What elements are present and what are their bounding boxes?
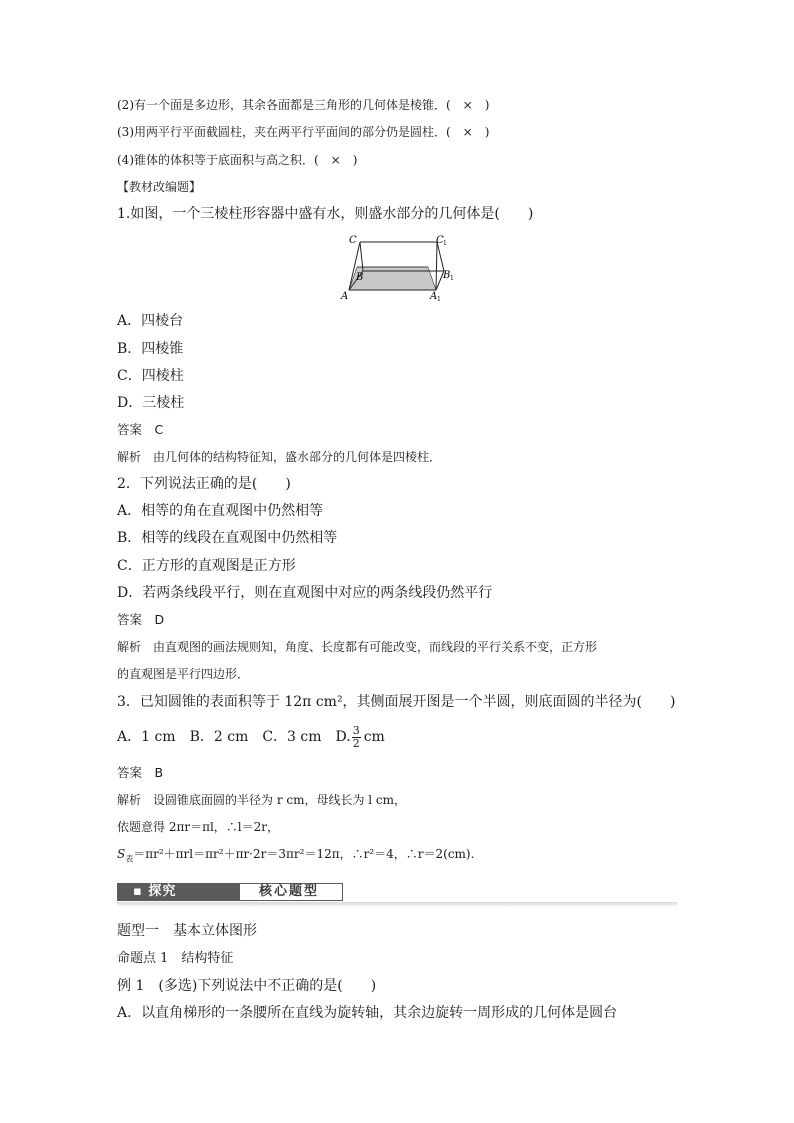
- q2-analysis-line1: 解析 由直观图的画法规则知，角度、长度都有可能改变，而线段的平行关系不变，正方形: [117, 640, 598, 654]
- q2-option-b: B．相等的线段在直观图中仍然相等: [117, 530, 338, 546]
- example1-option-a: A．以直角梯形的一条腰所在直线为旋转轴，其余边旋转一周形成的几何体是圆台: [117, 1005, 618, 1021]
- label-a1-sub: 1: [437, 296, 441, 303]
- q3-answer: 答案 B: [117, 765, 164, 780]
- q3-analysis-line2: 依题意得 2πr＝πl，∴l＝2r，: [117, 820, 280, 834]
- section-type1-heading: 题型一 基本立体图形: [117, 923, 257, 939]
- q3-frac-num: 3: [352, 723, 360, 737]
- q2-stem: 2．下列说法正确的是( ): [117, 476, 291, 492]
- q3-s-subscript: 表: [125, 854, 134, 864]
- prism-diagram: [340, 233, 460, 305]
- q3-fraction: [352, 725, 361, 750]
- q3-options: [117, 722, 385, 752]
- judge-item-4: (4)锥体的体积等于底面积与高之积．( × ): [117, 153, 358, 167]
- label-c: C: [349, 235, 357, 246]
- q1-stem: 1.如图，一个三棱柱形容器中盛有水，则盛水部分的几何体是( ): [117, 206, 534, 222]
- q3-options-text: A．1 cm B．2 cm C．3 cm D.: [117, 729, 351, 745]
- label-a1: A: [430, 291, 438, 302]
- prism-figure: [340, 233, 460, 305]
- q2-option-c: C．正方形的直观图是正方形: [117, 558, 296, 574]
- q3-frac-den: 2: [352, 736, 360, 750]
- banner-rule: [117, 902, 677, 906]
- q3-analysis-line1: 解析 设圆锥底面圆的半径为 r cm，母线长为 l cm，: [117, 793, 407, 807]
- judge-item-2: (2)有一个面是多边形，其余各面都是三角形的几何体是棱锥．( × ): [117, 98, 490, 112]
- label-c1-sub: 1: [443, 240, 447, 247]
- label-b1: B: [443, 270, 451, 281]
- q2-answer: 答案 D: [117, 612, 165, 627]
- label-a: A: [341, 291, 349, 302]
- section-banner: [117, 880, 677, 906]
- q2-option-d: D．若两条线段平行，则在直观图中对应的两条线段仍然平行: [117, 585, 493, 601]
- q1-analysis: 解析 由几何体的结构特征知，盛水部分的几何体是四棱柱．: [117, 450, 442, 464]
- q1-option-d: D．三棱柱: [117, 395, 185, 411]
- q3-stem: 3．已知圆锥的表面积等于 12π cm²，其侧面展开图是一个半圆，则底面圆的半径为( ): [117, 694, 676, 710]
- banner-right-label: 核心题型: [259, 884, 320, 899]
- q3-analysis-formula: ＝πr²＋πrl＝πr²＋πr·2r＝3πr²＝12π，∴r²＝4，∴r＝2(cm).: [133, 847, 475, 861]
- q2-analysis-line2: 的直观图是平行四边形．: [117, 667, 250, 681]
- q3-options-tail: cm: [363, 729, 385, 745]
- label-b: B: [356, 272, 364, 283]
- q3-analysis-line3: [117, 845, 474, 868]
- judge-item-3: (3)用两平行平面截圆柱，夹在两平行平面间的部分仍是圆柱．( × ): [117, 125, 490, 139]
- q2-option-a: A．相等的角在直观图中仍然相等: [117, 503, 324, 519]
- q1-answer: 答案 C: [117, 422, 164, 437]
- section-textbook-heading: 【教材改编题】: [117, 180, 202, 194]
- q1-option-b: B．四棱锥: [117, 341, 184, 357]
- label-b1-sub: 1: [450, 275, 454, 282]
- label-c1: C: [436, 235, 444, 246]
- q1-option-c: C．四棱柱: [117, 368, 184, 384]
- example1-stem: 例 1 (多选)下列说法中不正确的是( ): [117, 978, 377, 994]
- q1-option-a: A．四棱台: [117, 313, 184, 329]
- banner-left-label: ▪ 探究: [133, 884, 177, 899]
- q3-s-symbol: S: [117, 847, 126, 861]
- point1-heading: 命题点 1 结构特征: [117, 951, 234, 966]
